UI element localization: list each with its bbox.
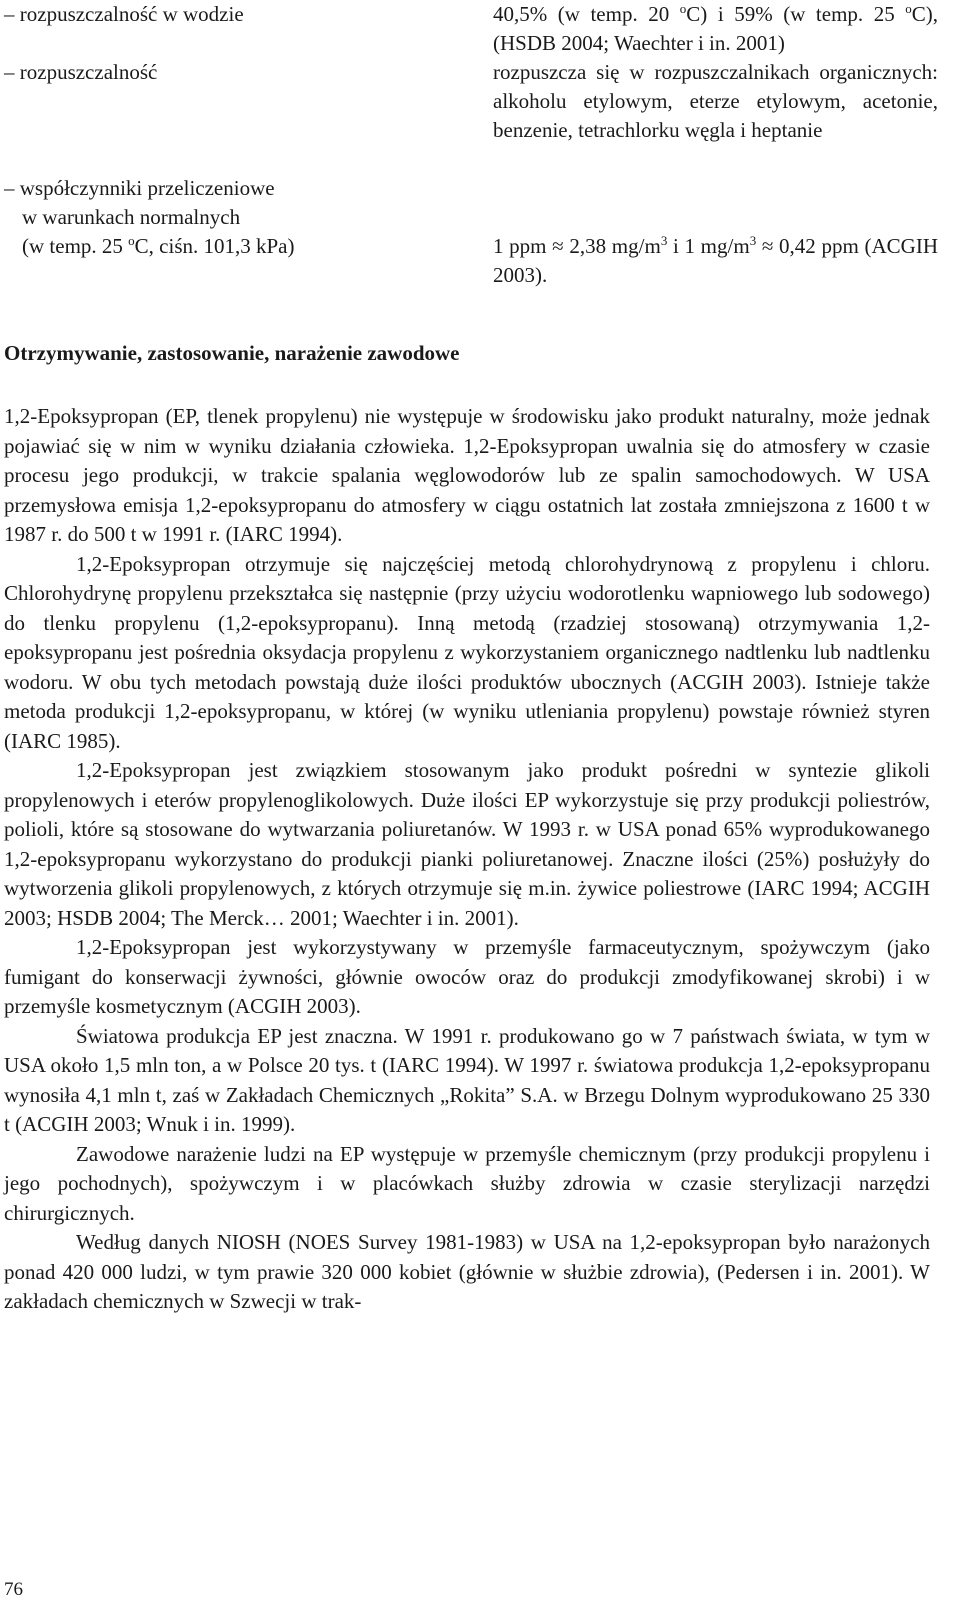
paragraph: Zawodowe narażenie ludzi na EP występuje w przemyśle chemicznym (przy produkcji propylenu i jego pochodnych), spożywczym i w placówkach służby zdrowia w czasie sterylizacji narzędzi chirurgicznych. [4,1141,930,1225]
property-value: 40,5% (w temp. 20 $^o$C) i 59% (w temp. 25 $^o$C), (HSDB 2004; Waechter i in. 2001) [493,1,938,55]
property-value: rozpuszcza się w rozpuszczalnikach organicznych: alkoholu etylowym, eterze etylowym, acetonie, benzenie, tetrachlorku węgla i heptanie [493,60,938,142]
paragraph: 1,2-Epoksypropan (EP, tlenek propylenu) nie występuje w środowisku jako produkt naturalny, może jednak pojawiać się w nim w wyniku działania człowieka. 1,2-Epoksypropan uwalnia się do atmosfery w czasie procesu jego produkcji, w trakcie spalania węglowodorów lub ze spalin samochodowych. W USA przemysłowa emisja 1,2-epoksypropanu do atmosfery w ciągu ostatnich lat została zmniejszona z 1600 t w 1987 r. do 500 t w 1991 r. (IARC 1994). [4,404,930,546]
section-heading: Otrzymywanie, zastosowanie, narażenie zawodowe [4,341,460,365]
paragraph: 1,2-Epoksypropan otrzymuje się najczęściej metodą chlorohydrynową z propylenu i chloru. Chlorohydrynę propylenu przekształca się następnie (przy użyciu wodorotlenku wapniowego lub sodowego) do tlenku propylenu (1,2-epoksypropanu). Inną metodą (rzadziej stosowaną) otrzymywania 1,2-epoksypropanu jest pośrednia oksydacja propylenu z wykorzystaniem organicznego nadtlenku lub nadtlenku wodoru. W obu tych metodach powstają duże ilości produktów ubocznych (ACGIH 2003). Istnieje także metoda produkcji 1,2-epoksypropanu, w której (w wyniku utleniania propylenu) powstaje również styren (IARC 1985). [4,551,930,753]
paragraph: 1,2-Epoksypropan jest wykorzystywany w przemyśle farmaceutycznym, spożywczym (jako fumigant do konserwacji żywności, głównie owoców oraz do produkcji zmodyfikowanej skrobi) i w przemyśle kosmetycznym (ACGIH 2003). [4,935,930,1018]
document-page: – rozpuszczalność w wodzie 40,5% (w temp. 20 $^o$C) i 59% (w temp. 25 $^o$C), (HSDB 2004; Waechter i in. 2001) – rozpuszczalność rozpuszcza się w rozpuszczalnikach organicznych: alkoholu etylowym, eterze etylowym, acetonie, benzenie, tetrachlorku węgla i heptanie – współczynniki przeliczeniowe w warunkach normalnych (w temp. 25 $^o$C, ciśn. 101,3 kPa) 1 ppm ≈ 2,38 $mg/m^3$ i 1 $mg/m^3 \approx 0,42$ ppm (ACGIH 2003). Otrzymywanie, zastosowanie, narażenie zawodowe 1,2-Epoksypropan (EP, tlenek propylenu) nie występuje w środowisku jako produkt naturalny, może jednak pojawiać się w nim w wyniku działania człowieka. 1,2-Epoksypropan uwalnia się do atmosfery w czasie procesu jego produkcji, w trakcie spalania węglowodorów lub ze spalin samochodowych. W USA przemysłowa emisja 1,2-epoksypropanu do atmosfery w ciągu ostatnich lat została zmniejszona z 1600 t w 1987 r. do 500 t w 1991 r. (IARC 1994). 1,2-Epoksypropan otrzymuje się najczęściej metodą chlorohydrynową z propylenu i chloru. Chlorohydrynę propylenu przekształca się następnie (przy użyciu wodorotlenku wapniowego lub sodowego) do tlenku propylenu (1,2-epoksypropanu). Inną metodą (rzadziej stosowaną) otrzymywania 1,2-epoksypropanu jest pośrednia oksydacja propylenu z wykorzystaniem organicznego nadtlenku lub nadtlenku wodoru. W obu tych metodach powstają duże ilości produktów ubocznych (ACGIH 2003). Istnieje także metoda produkcji 1,2-epoksypropanu, w której (w wyniku utleniania propylenu) powstaje również styren (IARC 1985). 1,2-Epoksypropan jest związkiem stosowanym jako produkt pośredni w syntezie glikoli propylenowych i eterów propylenoglikolowych. Duże ilości EP wykorzystuje się przy produkcji poliestrów, polioli, które są stosowane do wytwarzania poliuretanów. W 1993 r. w USA ponad 65% wyprodukowanego 1,2-epoksypropanu wykorzystano do produkcji pianki poliuretanowej. Znaczne ilości (25%) posłużyły do wytworzenia glikoli propylenowych, z których otrzymuje się m.in. żywice poliestrowe (IARC 1994; ACGIH 2003; HSDB 2004; The Merck… 2001; Waechter i in. 2001). 1,2-Epoksypropan jest wykorzystywany w przemyśle farmaceutycznym, spożywczym (jako fumigant do konserwacji żywności, głównie owoców oraz do produkcji zmodyfikowanej skrobi) i w przemyśle kosmetycznym (ACGIH 2003). Światowa produkcja EP jest znaczna. W 1991 r. produkowano go w 7 państwach świata, w tym w USA około 1,5 mln ton, a w Polsce 20 tys. t (IARC 1994). W 1997 r. światowa produkcja 1,2-epoksypropanu wynosiła 4,1 mln t, zaś w Zakładach Chemicznych „Rokita” S.A. w Brzegu Dolnym wyprodukowano 25 330 t (ACGIH 2003; Wnuk i in. 1999). Zawodowe narażenie ludzi na EP występuje w przemyśle chemicznym (przy produkcji propylenu i jego pochodnych), spożywczym i w placówkach służby zdrowia w czasie sterylizacji narzędzi chirurgicznych. Według danych NIOSH (NOES Survey 1981-1983) w USA na 1,2-epoksypropan było narażonych ponad 420 000 ludzi, w tym prawie 320 000 kobiet (głównie w służbie zdrowia), (Pedersen i in. 2001). W zakładach chemicznych w Szwecji w trak- 76 [4,1,938,1600]
property-label: – rozpuszczalność w wodzie [4,2,244,26]
paragraph: Według danych NIOSH (NOES Survey 1981-1983) w USA na 1,2-epoksypropan było narażonych ponad 420 000 ludzi, w tym prawie 320 000 kobiet (głównie w służbie zdrowia), (Pedersen i in. 2001). W zakładach chemicznych w Szwecji w trak- [4,1230,930,1313]
paragraph: 1,2-Epoksypropan jest związkiem stosowanym jako produkt pośredni w syntezie glikoli propylenowych i eterów propylenoglikolowych. Duże ilości EP wykorzystuje się przy produkcji poliestrów, polioli, które są stosowane do wytwarzania poliuretanów. W 1993 r. w USA ponad 65% wyprodukowanego 1,2-epoksypropanu wykorzystano do produkcji pianki poliuretanowej. Znaczne ilości (25%) posłużyły do wytworzenia glikoli propylenowych, z których otrzymuje się m.in. żywice poliestrowe (IARC 1994; ACGIH 2003; HSDB 2004; The Merck… 2001; Waechter i in. 2001). [4,758,930,930]
paragraph: Światowa produkcja EP jest znaczna. W 1991 r. produkowano go w 7 państwach świata, w tym w USA około 1,5 mln ton, a w Polsce 20 tys. t (IARC 1994). W 1997 r. światowa produkcja 1,2-epoksypropanu wynosiła 4,1 mln t, zaś w Zakładach Chemicznych „Rokita” S.A. w Brzegu Dolnym wyprodukowano 25 330 t (ACGIH 2003; Wnuk i in. 1999). [4,1023,930,1136]
body-text [4,402,930,1317]
property-value: 1 ppm ≈ 2,38 $mg/m^3$ i 1 $mg/m^3 \approx 0,42$ ppm (ACGIH 2003). [493,233,938,287]
property-label: – rozpuszczalność [4,60,158,84]
page-number: 76 [4,1579,23,1600]
